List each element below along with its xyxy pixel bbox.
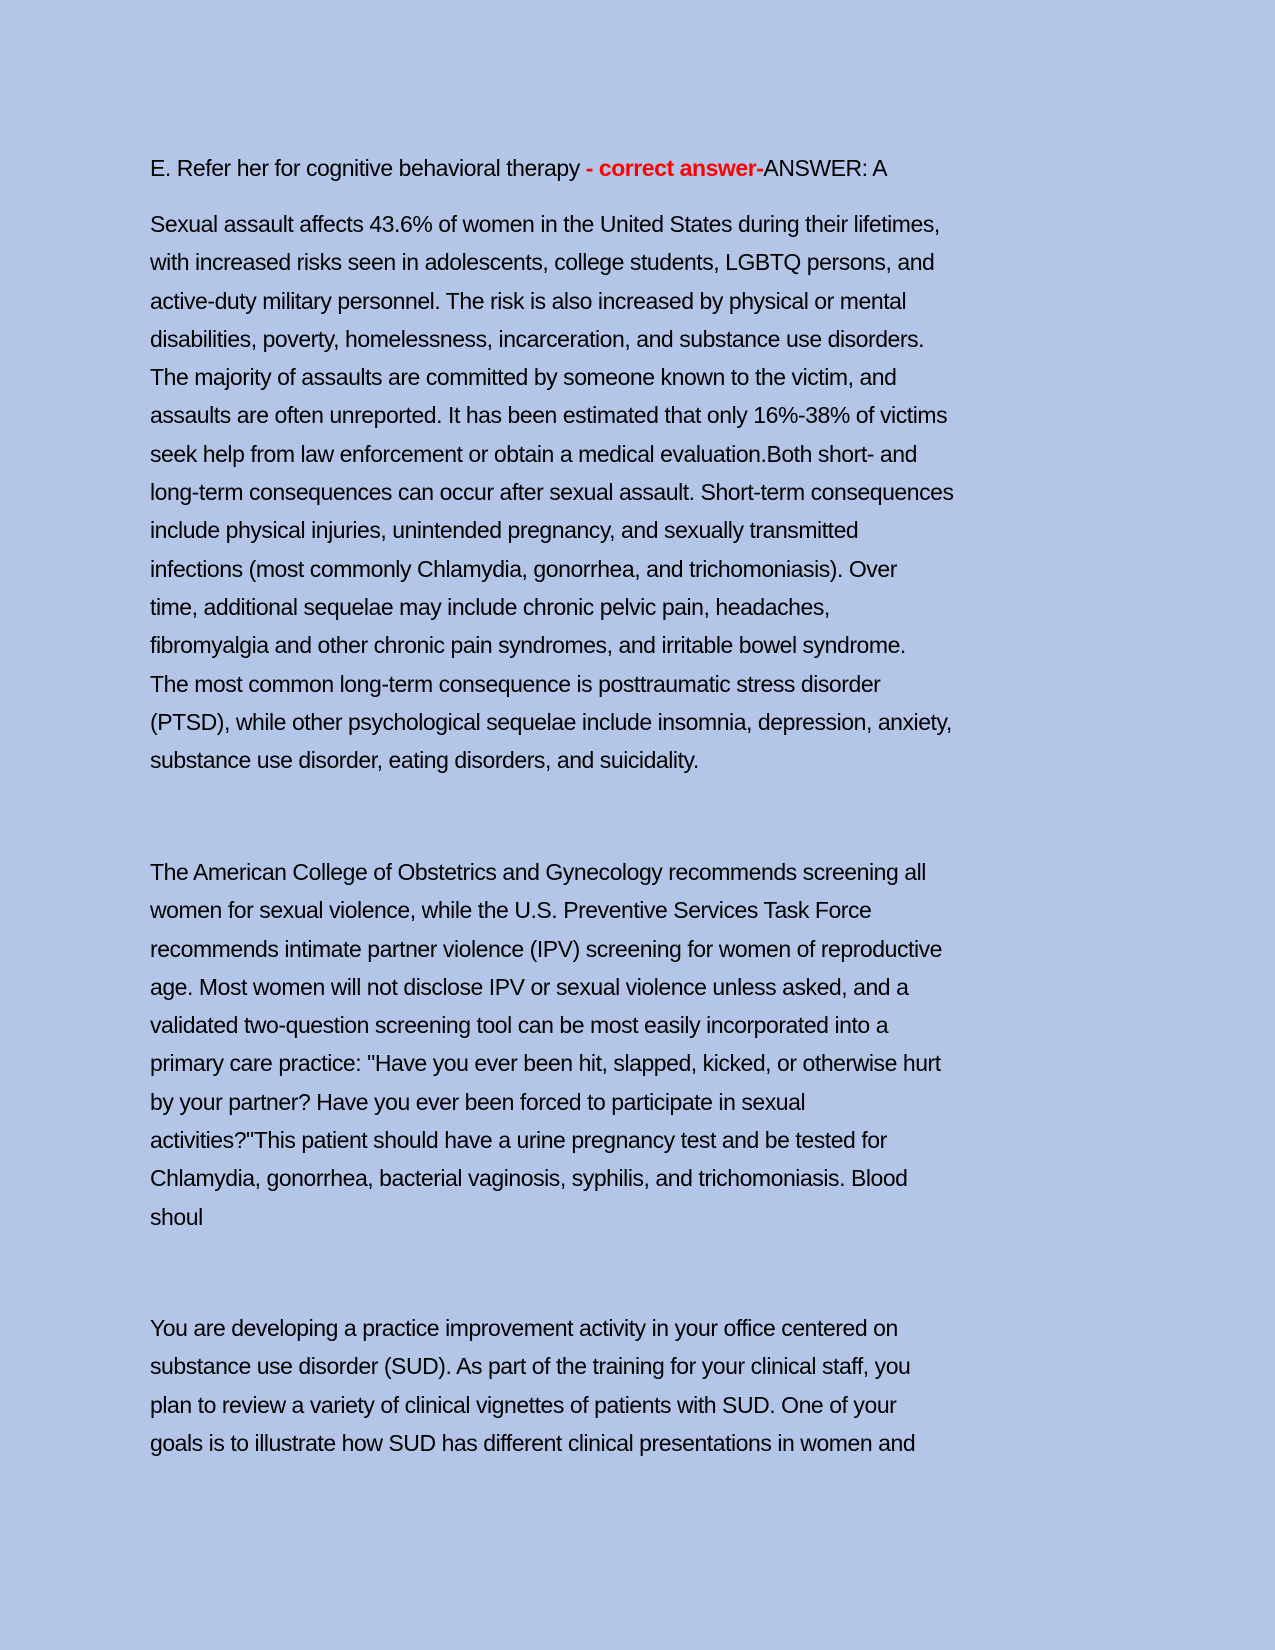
- text-line: assaults are often unreported. It has been estimated that only 16%-38% of victims: [150, 402, 948, 429]
- text-line: women for sexual violence, while the U.S. Preventive Services Task Force: [150, 897, 872, 924]
- text-line: substance use disorder (SUD). As part of the training for your clinical staff, you: [150, 1353, 911, 1380]
- text-line: active-duty military personnel. The risk is also increased by physical or mental: [150, 287, 907, 314]
- text-line: Chlamydia, gonorrhea, bacterial vaginosis, syphilis, and trichomoniasis. Blood: [150, 1165, 908, 1192]
- text-line: recommends intimate partner violence (IPV) screening for women of reproductive: [150, 935, 942, 962]
- text-line: disabilities, poverty, homelessness, incarceration, and substance use disorders.: [150, 325, 925, 352]
- paragraph-sexual-assault: [150, 205, 954, 779]
- text-line: fibromyalgia and other chronic pain syndromes, and irritable bowel syndrome.: [150, 632, 906, 659]
- answer-option-text: E. Refer her for cognitive behavioral therapy: [150, 155, 586, 181]
- text-line: shoul: [150, 1203, 203, 1230]
- text-line: include physical injuries, unintended pregnancy, and sexually transmitted: [150, 517, 859, 544]
- text-line: goals is to illustrate how SUD has different clinical presentations in women and: [150, 1429, 916, 1456]
- text-line: The most common long-term consequence is posttraumatic stress disorder: [150, 670, 881, 697]
- paragraph-screening: [150, 853, 942, 1236]
- answer-value: ANSWER: A: [763, 155, 888, 181]
- paragraph-sud-question: [150, 1309, 915, 1462]
- text-line: You are developing a practice improvement activity in your office centered on: [150, 1315, 898, 1341]
- text-line: time, additional sequelae may include chronic pelvic pain, headaches,: [150, 593, 830, 620]
- text-line: Sexual assault affects 43.6% of women in the United States during their lifetimes,: [150, 211, 940, 237]
- text-line: validated two-question screening tool can be most easily incorporated into a: [150, 1012, 889, 1039]
- text-line: primary care practice: "Have you ever been hit, slapped, kicked, or otherwise hurt: [150, 1050, 941, 1077]
- text-line: age. Most women will not disclose IPV or sexual violence unless asked, and a: [150, 973, 909, 1000]
- text-line: activities?"This patient should have a urine pregnancy test and be tested for: [150, 1127, 887, 1154]
- text-line: long-term consequences can occur after sexual assault. Short-term consequences: [150, 479, 954, 506]
- answer-line: [150, 149, 887, 187]
- text-line: by your partner? Have you ever been forced to participate in sexual: [150, 1088, 806, 1115]
- correct-answer-marker: - correct answer-: [585, 155, 764, 181]
- text-line: plan to review a variety of clinical vignettes of patients with SUD. One of your: [150, 1391, 897, 1418]
- text-line: seek help from law enforcement or obtain a medical evaluation.Both short- and: [150, 440, 917, 467]
- text-line: (PTSD), while other psychological sequelae include insomnia, depression, anxiety,: [150, 708, 952, 735]
- text-line: substance use disorder, eating disorders, and suicidality.: [150, 747, 699, 774]
- text-line: with increased risks seen in adolescents, college students, LGBTQ persons, and: [150, 249, 935, 276]
- text-line: The American College of Obstetrics and Gynecology recommends screening all: [150, 859, 926, 885]
- text-line: The majority of assaults are committed by someone known to the victim, and: [150, 364, 897, 391]
- text-line: infections (most commonly Chlamydia, gonorrhea, and trichomoniasis). Over: [150, 555, 897, 582]
